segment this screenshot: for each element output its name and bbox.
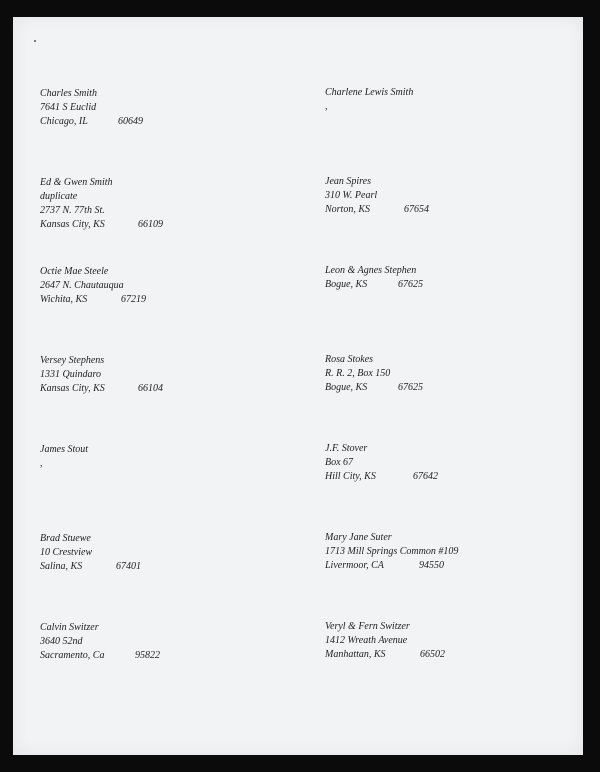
- entry-city-line: [325, 381, 423, 395]
- entry-city: Norton, KS: [325, 204, 371, 215]
- entry-zip: 66104: [138, 383, 163, 394]
- entry-name: James Stout: [40, 444, 89, 455]
- entry-zip: 67401: [116, 561, 141, 572]
- entry-name: Jean Spires: [325, 176, 372, 187]
- entry-city: Chicago, IL: [40, 116, 88, 127]
- entry-name: Charles Smith: [40, 88, 97, 99]
- entry-city: Livermoor, CA: [325, 560, 384, 571]
- entry-street: 7641 S Euclid: [40, 102, 97, 113]
- entry-street: 3640 52nd: [40, 636, 83, 647]
- entry-city-line: [40, 115, 143, 129]
- entry-zip: 94550: [419, 560, 444, 571]
- entry-city-line: [40, 293, 146, 307]
- entry-zip: 67219: [121, 294, 146, 305]
- entry-city-line: [40, 382, 163, 396]
- entry-note: duplicate: [40, 191, 78, 202]
- entry-zip: 60649: [118, 116, 143, 127]
- entry-zip: 66109: [138, 219, 163, 230]
- entry-city: Sacramento, Ca: [40, 650, 105, 661]
- entry-street: 1713 Mill Springs Common #109: [325, 546, 459, 557]
- entry-zip: 67654: [404, 204, 429, 215]
- address-entry-charlene-lewis-smith: [325, 86, 413, 114]
- entry-zip: 67642: [413, 471, 438, 482]
- entry-street: 10 Crestview: [40, 547, 93, 558]
- address-entry-octie-mae-steele: [40, 265, 146, 307]
- entry-street: 2737 N. 77th St.: [40, 205, 105, 216]
- entry-city-line: [325, 648, 445, 662]
- address-entry-jean-spires: [325, 175, 429, 217]
- address-entry-leon-agnes-stephen: [325, 264, 423, 292]
- entry-city: Salina, KS: [40, 561, 83, 572]
- entry-zip: 66502: [420, 649, 445, 660]
- entry-name: Versey Stephens: [40, 355, 105, 366]
- entry-city: Kansas City, KS: [40, 383, 105, 394]
- entry-zip: 67625: [398, 279, 423, 290]
- entry-name: Calvin Switzer: [40, 622, 99, 633]
- entry-street: 1412 Wreath Avenue: [325, 635, 408, 646]
- entry-street: 310 W. Pearl: [325, 190, 378, 201]
- entry-city: Wichita, KS: [40, 294, 88, 305]
- address-entry-veryl-fern-switzer: [325, 620, 445, 662]
- entry-street: ,: [325, 101, 328, 112]
- paper-speck: [34, 40, 36, 42]
- address-entry-jf-stover: [325, 442, 438, 484]
- entry-street: 1331 Quindaro: [40, 369, 102, 380]
- entry-city: Bogue, KS: [325, 382, 368, 393]
- address-entry-charles-smith: [40, 87, 143, 129]
- entry-zip: 67625: [398, 382, 423, 393]
- entry-street: ,: [40, 458, 43, 469]
- entry-name: Leon & Agnes Stephen: [325, 265, 417, 276]
- address-entry-brad-stuewe: [40, 532, 141, 574]
- entry-name: Mary Jane Suter: [325, 532, 392, 543]
- entry-name: J.F. Stover: [325, 443, 368, 454]
- entry-city: Bogue, KS: [325, 279, 368, 290]
- entry-city-line: [325, 278, 423, 292]
- entry-street: Box 67: [325, 457, 354, 468]
- entry-name: Brad Stuewe: [40, 533, 91, 544]
- address-entry-ed-gwen-smith: [40, 176, 163, 232]
- entry-name: Rosa Stokes: [325, 354, 374, 365]
- address-entry-calvin-switzer: [40, 621, 160, 663]
- entry-city: Hill City, KS: [325, 471, 376, 482]
- entry-city: Kansas City, KS: [40, 219, 105, 230]
- address-entry-james-stout: [40, 443, 88, 471]
- entry-name: Veryl & Fern Switzer: [325, 621, 410, 632]
- entry-city-line: [40, 218, 163, 232]
- entry-city: Manhattan, KS: [325, 649, 386, 660]
- entry-city-line: [40, 560, 141, 574]
- entry-name: Octie Mae Steele: [40, 266, 109, 277]
- address-entry-mary-jane-suter: [325, 531, 458, 573]
- entry-name: Ed & Gwen Smith: [40, 177, 113, 188]
- entry-street: 2647 N. Chautauqua: [40, 280, 124, 291]
- entry-city-line: [40, 649, 160, 663]
- entry-name: Charlene Lewis Smith: [325, 87, 414, 98]
- address-entry-rosa-stokes: [325, 353, 423, 395]
- entry-city-line: [325, 203, 429, 217]
- entry-city-line: [325, 559, 458, 573]
- entry-street: R. R. 2, Box 150: [325, 368, 391, 379]
- address-entry-versey-stephens: [40, 354, 163, 396]
- entry-zip: 95822: [135, 650, 160, 661]
- entry-city-line: [325, 470, 438, 484]
